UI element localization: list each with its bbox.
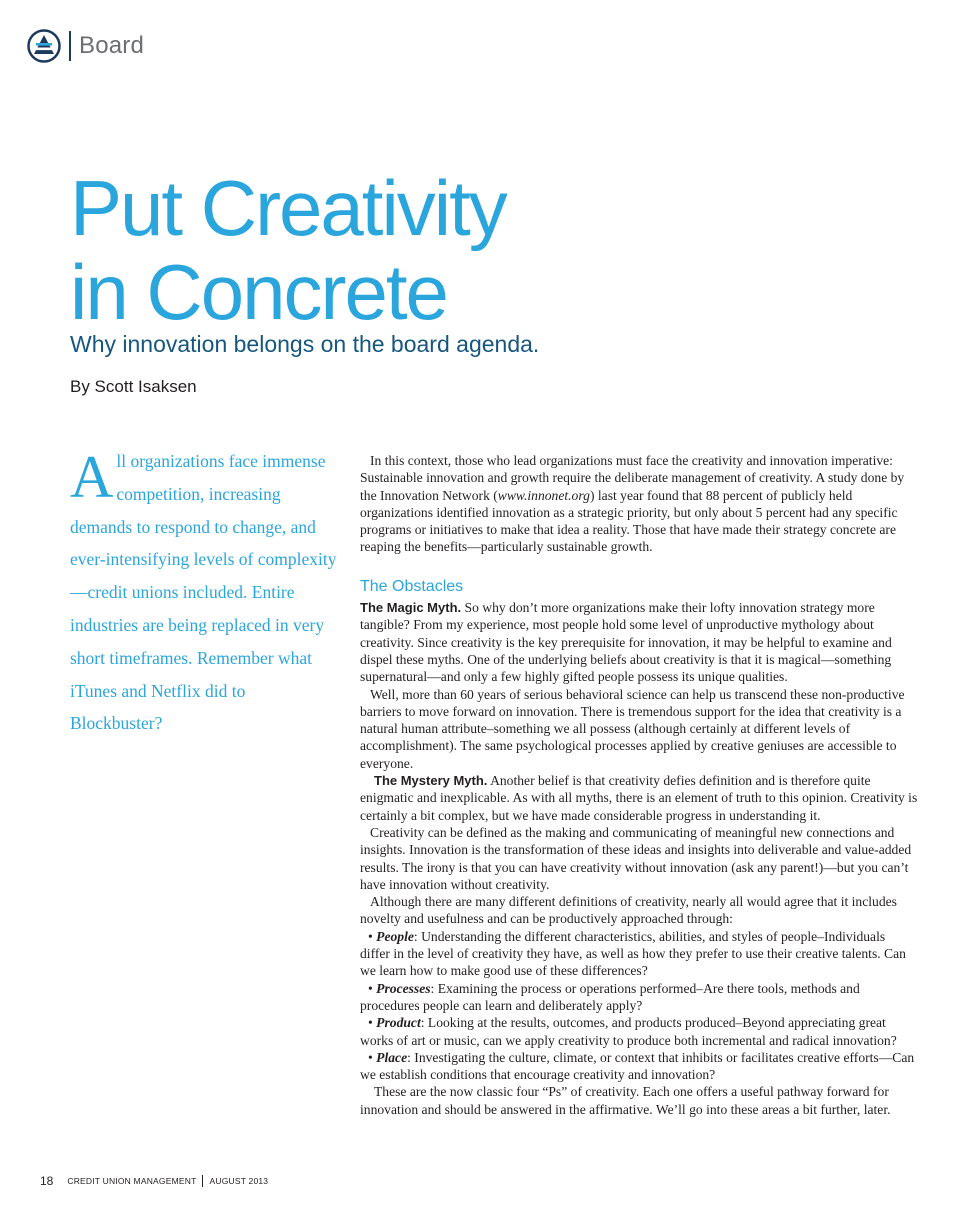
section-label: Board <box>79 32 145 59</box>
magic-myth-label: The Magic Myth. <box>360 600 462 616</box>
publication-name: CREDIT UNION MANAGEMENT <box>67 1176 197 1186</box>
bullet-text: : Understanding the different characteristics, abilities, and styles of people–Individuals differ in the level of creativity they have, as well as how they prefer to use their creative talents. Can we learn how to make good use of these differences? <box>360 928 906 979</box>
innonet-link[interactable]: www.innonet.org <box>497 487 590 503</box>
list-item: • Processes: Examining the process or operations performed–Are there tools, methods and procedures people can learn and deliberately apply? <box>360 980 860 1013</box>
issue-date: AUGUST 2013 <box>209 1176 269 1186</box>
section-heading: The Obstacles <box>360 577 464 595</box>
magic-myth-paragraph <box>360 599 918 685</box>
page-header <box>27 26 144 66</box>
cum-logo-icon <box>27 29 61 63</box>
bullet-label: Processes <box>376 980 431 996</box>
mystery-myth-text: Another belief is that creativity defies definition and is therefore quite enigmatic and inexplicable. As with all myths, there is an element of truth to this opinion. Creativity is certainly a bit complex, but we have made considerable progress in understanding it. <box>360 773 918 823</box>
title-line-1: Put Creativity <box>70 164 506 252</box>
bullet-text: : Looking at the results, outcomes, and products produced–Beyond appreciating great works of art or music, can we apply creativity to produce both incremental and radical innovation? <box>360 1015 897 1048</box>
footer-divider <box>202 1175 203 1187</box>
paragraph-although: Although there are many different definitions of creativity, nearly all would agree that it includes novelty and usefulness and can be productively approached through: <box>360 894 897 927</box>
page-number: 18 <box>40 1174 54 1188</box>
body-column <box>360 452 918 1118</box>
intro-text-1: In this context, those who lead organizations must face the creativity and innovation imperative: Sustainable innovation and growth require the deliberate management of creativity. A study done by the Innovation Network ( <box>360 453 905 503</box>
byline: By Scott Isaksen <box>70 377 197 396</box>
list-item: • People: Understanding the different characteristics, abilities, and styles of people–Individuals differ in the level of creativity they have, as well as how they prefer to use their creative talents. Can we learn how to make good use of these differences? <box>360 928 906 979</box>
header-divider <box>69 31 71 61</box>
bullet-label: People <box>376 928 414 944</box>
list-item: • Product: Looking at the results, outcomes, and products produced–Beyond appreciating great works of art or music, can we apply creativity to produce both incremental and radical innovation? <box>360 1015 897 1048</box>
intro-paragraph <box>360 452 918 556</box>
article-title <box>70 166 506 334</box>
paragraph-defined: Creativity can be defined as the making and communicating of meaningful new connections and insights. Innovation is the transformation of these ideas and insights into deliverable and value-added results. The irony is that you can have creativity without innovation (ask any parent!)—but you can’t have innovation without creativity. <box>360 824 912 892</box>
magic-myth-text: So why don’t more organizations make their lofty innovation strategy more tangible? From my experience, most people hold some level of unproductive mythology about creativity. Since creativity is the key prerequisite for innovation, it may be helpful to examine and dispel these myths. One of the underlying beliefs about creativity is that it is magical—something supernatural—and only a few highly gifted people possess its unique qualities. <box>360 600 892 685</box>
drop-cap: A <box>70 444 114 510</box>
bullet-text: : Investigating the culture, climate, or context that inhibits or facilitates creative efforts—Can we establish conditions that encourage creativity and innovation? <box>360 1049 915 1083</box>
pull-quote <box>70 445 342 740</box>
mystery-myth-paragraph <box>360 772 918 824</box>
mystery-myth-label: The Mystery Myth. <box>374 773 488 789</box>
paragraph-wellmore: Well, more than 60 years of serious behavioral science can help us transcend these non-productive barriers to move forward on innovation. There is tremendous support for the idea that creativity is a natural human attribute–something we all possess (although certainly at different levels of accomplishment). The same psychological processes applied by creative geniuses are accessible to everyone. <box>360 686 905 771</box>
bullet-label: Place <box>376 1049 408 1065</box>
bullet-text: : Examining the process or operations performed–Are there tools, methods and procedures people can learn and deliberately apply? <box>360 980 860 1013</box>
article-subtitle: Why innovation belongs on the board agenda. <box>70 331 540 357</box>
paragraph-final: These are the now classic four “Ps” of creativity. Each one offers a useful pathway forward for innovation and should be answered in the affirmative. We’ll go into these areas a bit further, later. <box>360 1084 891 1117</box>
pull-quote-text: ll organizations face immense competition, increasing demands to respond to change, and ever-intensifying levels of complexity—credit unions included. Entire industries are being replaced in very short timeframes. Remember what iTunes and Netflix did to Blockbuster? <box>70 451 337 734</box>
title-line-2: in Concrete <box>70 248 447 336</box>
list-item: • Place: Investigating the culture, climate, or context that inhibits or facilitates creative efforts—Can we establish conditions that encourage creativity and innovation? <box>360 1049 915 1083</box>
bullet-label: Product <box>376 1015 421 1031</box>
page-footer <box>40 1174 268 1188</box>
intro-text-2: ) last year found that 88 percent of publicly held organizations identified innovation as a strategic priority, but only about 5 percent had any specific programs or initiatives to make that idea a reality. Those that have made their strategy concrete are reaping the benefits—particularly sustainable growth. <box>360 487 898 555</box>
